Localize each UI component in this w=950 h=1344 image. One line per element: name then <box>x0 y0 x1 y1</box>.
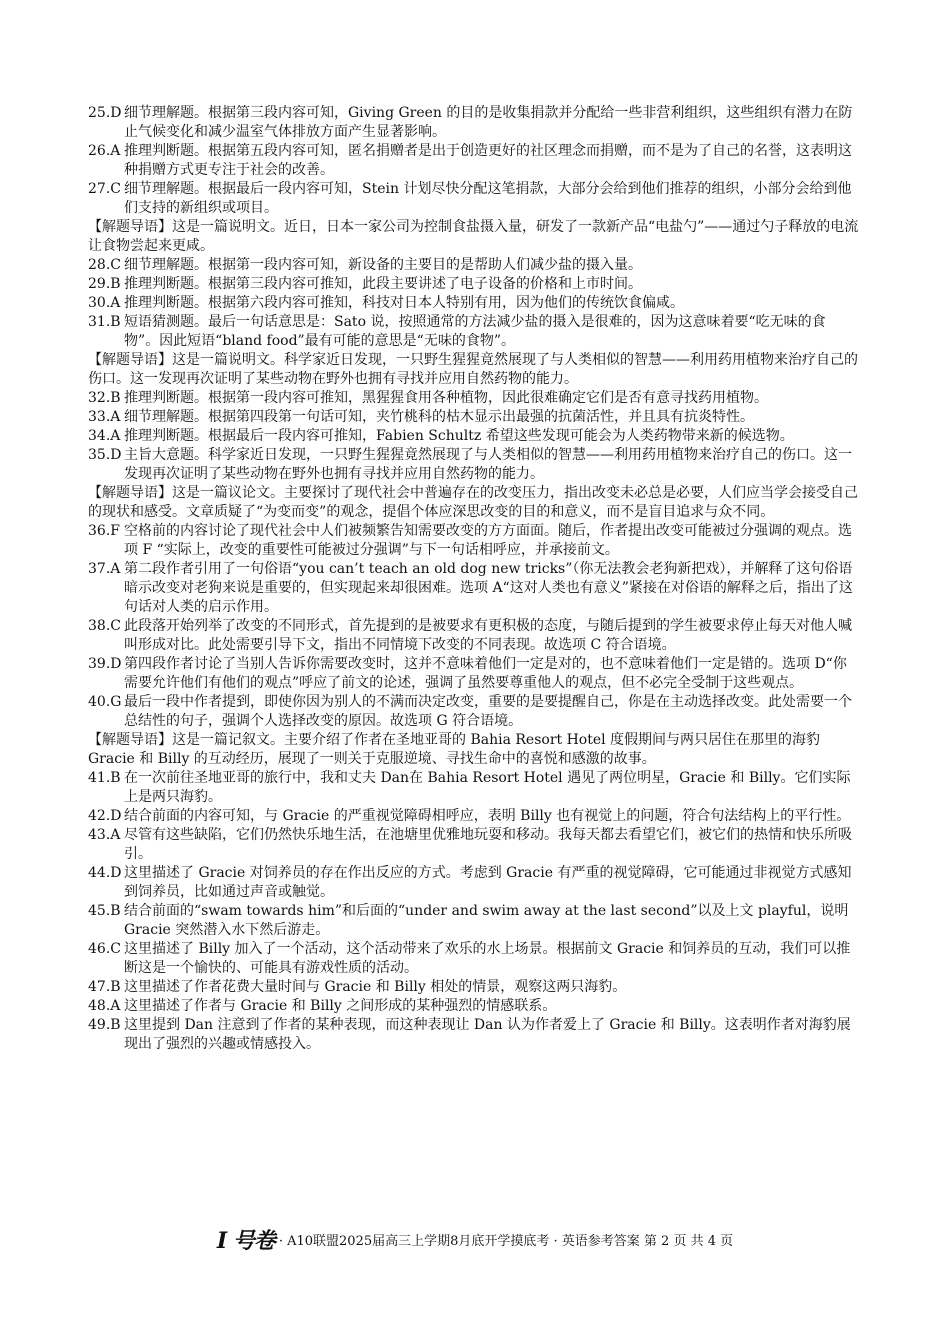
answer-item <box>88 522 860 560</box>
answer-number: 42.D <box>88 808 122 824</box>
answer-number: 45.B <box>88 903 121 919</box>
answer-item <box>88 180 860 218</box>
answer-explanation: 推理判断题。根据第一段内容可推知，黑猩猩食用各种植物，因此很难确定它们是否有意寻找药用植物。 <box>124 390 768 406</box>
answer-item <box>88 940 860 978</box>
answer-number: 43.A <box>88 827 121 843</box>
answer-number: 32.B <box>88 390 121 406</box>
answer-number: 41.B <box>88 770 121 786</box>
answer-item <box>88 275 860 294</box>
answer-explanation: 结合前面的内容可知，与 Gracie 的严重视觉障碍相呼应，表明 Billy 也有视觉上的问题，符合句法结构上的平行性。 <box>124 808 851 824</box>
answer-explanation: 推理判断题。根据第三段内容可推知，此段主要讲述了电子设备的价格和上市时间。 <box>124 276 642 292</box>
answer-number: 38.C <box>88 618 121 634</box>
answer-explanation: 细节理解题。根据第四段第一句话可知，夹竹桃科的枯木显示出最强的抗菌活性，并且具有抗炎特性。 <box>124 409 754 425</box>
answer-item <box>88 693 860 731</box>
answer-number: 33.A <box>88 409 121 425</box>
section-guide: 【解题导语】这是一篇说明文。科学家近日发现，一只野生猩猩竟然展现了与人类相似的智慧——利用药用植物来治疗自己的伤口。这一发现再次证明了某些动物在野外也拥有寻找并应用自然药物的能力。 <box>88 352 858 387</box>
answer-explanation: 尽管有这些缺陷，它们仍然快乐地生活，在池塘里优雅地玩耍和移动。我每天都去看望它们，被它们的热情和快乐所吸引。 <box>124 827 852 862</box>
answer-number: 27.C <box>88 181 121 197</box>
answer-number: 25.D <box>88 105 122 121</box>
answer-number: 49.B <box>88 1017 121 1033</box>
answer-explanation: 这里描述了作者花费大量时间与 Gracie 和 Billy 相处的情景，观察这两只海豹。 <box>124 979 627 995</box>
answer-explanation: 这里描述了作者与 Gracie 和 Billy 之间形成的某种强烈的情感联系。 <box>124 998 557 1014</box>
answer-explanation: 在一次前往圣地亚哥的旅行中，我和丈夫 Dan在 Bahia Resort Hotel 遇见了两位明星，Gracie 和 Billy。它们实际上是两只海豹。 <box>124 770 851 805</box>
answer-item <box>88 902 860 940</box>
answer-number: 47.B <box>88 979 121 995</box>
answer-number: 36.F <box>88 523 120 539</box>
answer-explanation: 这里提到 Dan 注意到了作者的某种表现，而这种表现让 Dan 认为作者爱上了 Gracie 和 Billy。这表明作者对海豹展现出了强烈的兴趣或情感投入。 <box>124 1017 851 1052</box>
answer-item <box>88 560 860 617</box>
answer-number: 46.C <box>88 941 121 957</box>
answer-explanation: 空格前的内容讨论了现代社会中人们被频繁告知需要改变的方方面面。随后，作者提出改变可能被过分强调的观点。选项 F “实际上，改变的重要性可能被过分强调”与下一句话相呼应，并承接前文。 <box>124 523 852 558</box>
answer-explanation: 推理判断题。根据第六段内容可推知，科技对日本人特别有用，因为他们的传统饮食偏咸。 <box>124 295 684 311</box>
answer-item <box>88 104 860 142</box>
answer-explanation: 第四段作者讨论了当别人告诉你需要改变时，这并不意味着他们一定是对的，也不意味着他们一定是错的。选项 D“你需要允许他们有他们的观点”呼应了前文的论述，强调了虽然要尊重他人的观点，但不必完全受制于这些观点。 <box>124 656 847 691</box>
answer-item <box>88 769 860 807</box>
answer-number: 44.D <box>88 865 122 881</box>
answer-item <box>88 617 860 655</box>
answer-item <box>88 997 860 1016</box>
answer-explanation: 此段落开始列举了改变的不同形式，首先提到的是被要求有更积极的态度，与随后提到的学生被要求停止每天对他人喊叫形成对比。此处需要引导下文，指出不同情境下改变的不同表现。故选项 C 符合语境。 <box>124 618 852 653</box>
answer-explanation: 这里描述了 Gracie 对饲养员的存在作出反应的方式。考虑到 Gracie 有严重的视觉障碍，它可能通过非视觉方式感知到饲养员，比如通过声音或触觉。 <box>124 865 852 900</box>
section-guide: 【解题导语】这是一篇说明文。近日，日本一家公司为控制食盐摄入量，研发了一款新产品“电盐勺”——通过勺子释放的电流让食物尝起来更咸。 <box>88 219 859 254</box>
answer-item <box>88 655 860 693</box>
answer-number: 30.A <box>88 295 121 311</box>
answer-number: 28.C <box>88 257 121 273</box>
answer-item <box>88 1016 860 1054</box>
answer-number: 34.A <box>88 428 121 444</box>
answer-item <box>88 142 860 180</box>
section-guide: 【解题导语】这是一篇记叙文。主要介绍了作者在圣地亚哥的 Bahia Resort Hotel 度假期间与两只居住在那里的海豹 Gracie 和 Billy 的互动经历，展现了一则关于克服逆境、寻找生命中的喜悦和感激的故事。 <box>88 732 821 767</box>
answer-item <box>88 313 860 351</box>
answer-explanation: 细节理解题。根据第一段内容可知，新设备的主要目的是帮助人们减少盐的摄入量。 <box>124 257 642 273</box>
answer-explanation: 细节理解题。根据第三段内容可知，Giving Green 的目的是收集捐款并分配给一些非营利组织，这些组织有潜力在防止气候变化和减少温室气体排放方面产生显著影响。 <box>124 105 853 140</box>
publisher-logo: I 号卷 <box>216 1228 275 1254</box>
answer-item <box>88 294 860 313</box>
answer-item <box>88 427 860 446</box>
answer-explanation: 这里描述了 Billy 加入了一个活动，这个活动带来了欢乐的水上场景。根据前文 Gracie 和饲养员的互动，我们可以推断这是一个愉快的、可能具有游戏性质的活动。 <box>124 941 851 976</box>
answer-item <box>88 826 860 864</box>
answer-explanation: 结合前面的“swam towards him”和后面的“under and swim away at the last second”以及上文 playful，说明 Gracie 突然潜入水下然后游走。 <box>124 903 849 938</box>
answer-item <box>88 408 860 427</box>
answer-item <box>88 256 860 275</box>
answer-explanation: 主旨大意题。科学家近日发现，一只野生猩猩竟然展现了与人类相似的智慧——利用药用植物来治疗自己的伤口。这一发现再次证明了某些动物在野外也拥有寻找并应用自然药物的能力。 <box>124 447 852 482</box>
answer-page <box>88 104 860 1054</box>
answer-item <box>88 978 860 997</box>
answer-explanation: 推理判断题。根据第五段内容可知，匿名捐赠者是出于创造更好的社区理念而捐赠，而不是为了自己的名誉，这表明这种捐赠方式更专注于社会的改善。 <box>124 143 852 178</box>
answer-number: 26.A <box>88 143 121 159</box>
answer-explanation: 推理判断题。根据最后一段内容可推知，Fabien Schultz 希望这些发现可能会为人类药物带来新的候选物。 <box>124 428 794 444</box>
answer-number: 39.D <box>88 656 122 672</box>
answer-item <box>88 389 860 408</box>
answer-explanation: 细节理解题。根据最后一段内容可知，Stein 计划尽快分配这笔捐款，大部分会给到他们推荐的组织，小部分会给到他们支持的新组织或项目。 <box>124 181 852 216</box>
footer-text: · A10联盟2025届高三上学期8月底开学摸底考 · 英语参考答案 第 2 页 共 4 页 <box>278 1234 734 1249</box>
answer-number: 37.A <box>88 561 121 577</box>
answer-number: 35.D <box>88 447 122 463</box>
answer-item <box>88 807 860 826</box>
section-guide: 【解题导语】这是一篇议论文。主要探讨了现代社会中普遍存在的改变压力，指出改变未必总是必要，人们应当学会接受自己的现状和感受。文章质疑了“为变而变”的观念，提倡个体应深思改变的目的和意义，而不是盲目追求与众不同。 <box>88 485 858 520</box>
answer-explanation: 最后一段中作者提到，即使你因为别人的不满而决定改变，重要的是要提醒自己，你是在主动选择改变。此处需要一个总结性的句子，强调个人选择改变的原因。故选项 G 符合语境。 <box>124 694 852 729</box>
answer-number: 31.B <box>88 314 121 330</box>
answer-explanation: 短语猜测题。最后一句话意思是：Sato 说，按照通常的方法减少盐的摄入是很难的，因为这意味着要“吃无味的食物”。因此短语“bland food”最有可能的意思是“无味的食物”。 <box>124 314 826 349</box>
answer-item <box>88 446 860 484</box>
page-footer <box>0 1224 950 1255</box>
answer-number: 40.G <box>88 694 122 710</box>
answer-explanation: 第二段作者引用了一句俗语“you can’t teach an old dog new tricks”（你无法教会老狗新把戏），并解释了这句俗语暗示改变对老狗来说是重要的，但实现起来却很困难。选项 A“这对人类也有意义”紧接在对俗语的解释之后，指出了这句话对人类的启示作用。 <box>124 561 853 615</box>
answer-item <box>88 864 860 902</box>
answer-number: 48.A <box>88 998 121 1014</box>
answer-number: 29.B <box>88 276 121 292</box>
